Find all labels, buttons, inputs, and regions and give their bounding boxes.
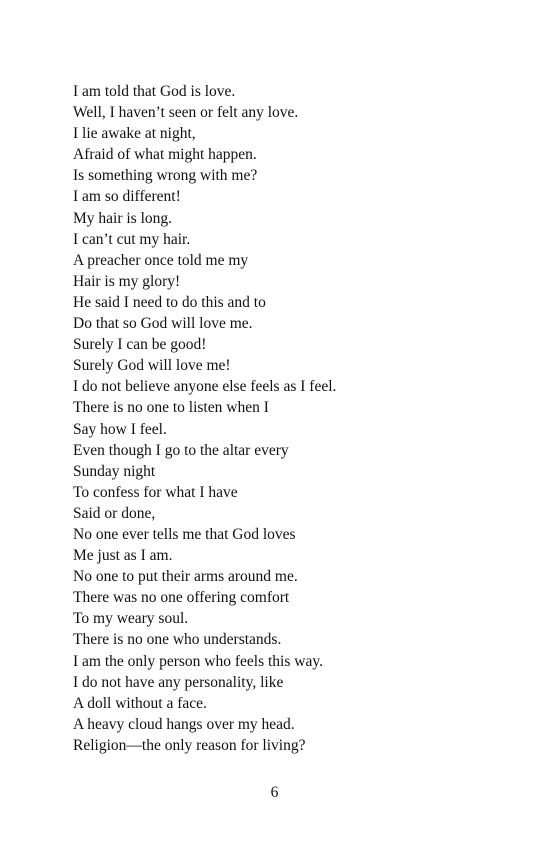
poem-line: Religion—the only reason for living?	[73, 736, 306, 754]
poem-line: To confess for what I have	[73, 483, 238, 501]
poem-line: Said or done,	[73, 504, 156, 522]
poem-line: There is no one to listen when I	[73, 399, 269, 417]
poem-line: Afraid of what might happen.	[73, 146, 257, 164]
poem-line: My hair is long.	[73, 209, 173, 227]
poem-line: To my weary soul.	[73, 610, 189, 628]
poem-line: Me just as I am.	[73, 547, 173, 565]
poem-body	[73, 81, 513, 756]
poem-line: Even though I go to the altar every	[73, 441, 289, 459]
poem-line: Is something wrong with me?	[73, 167, 258, 185]
poem-line: A doll without a face.	[73, 694, 207, 712]
poem-line: Surely I can be good!	[73, 336, 207, 354]
poem-line: I do not believe anyone else feels as I feel.	[73, 378, 337, 396]
poem-line: Do that so God will love me.	[73, 315, 253, 333]
poem-line: Hair is my glory!	[73, 272, 181, 290]
poem-line: There is no one who understands.	[73, 631, 282, 649]
poem-line: There was no one offering comfort	[73, 589, 290, 607]
poem-line: A preacher once told me my	[73, 251, 249, 269]
poem-line: I am the only person who feels this way.	[73, 652, 323, 670]
poem-line: I lie awake at night,	[73, 125, 196, 143]
poem-line: Sunday night	[73, 462, 156, 480]
poem-line: No one to put their arms around me.	[73, 568, 298, 586]
poem-line: I can’t cut my hair.	[73, 230, 191, 248]
poem-line: I am told that God is love.	[73, 83, 236, 100]
poem-line: I am so different!	[73, 188, 181, 206]
poem-line: A heavy cloud hangs over my head.	[73, 715, 295, 733]
poem-line: No one ever tells me that God loves	[73, 525, 296, 543]
poem-line: He said I need to do this and to	[73, 293, 266, 311]
poem-line: Well, I haven’t seen or felt any love.	[73, 104, 299, 122]
page-number: 6	[270, 784, 279, 801]
poem-line: I do not have any personality, like	[73, 673, 284, 691]
poem-line: Surely God will love me!	[73, 357, 231, 375]
poem-line: Say how I feel.	[73, 420, 167, 438]
